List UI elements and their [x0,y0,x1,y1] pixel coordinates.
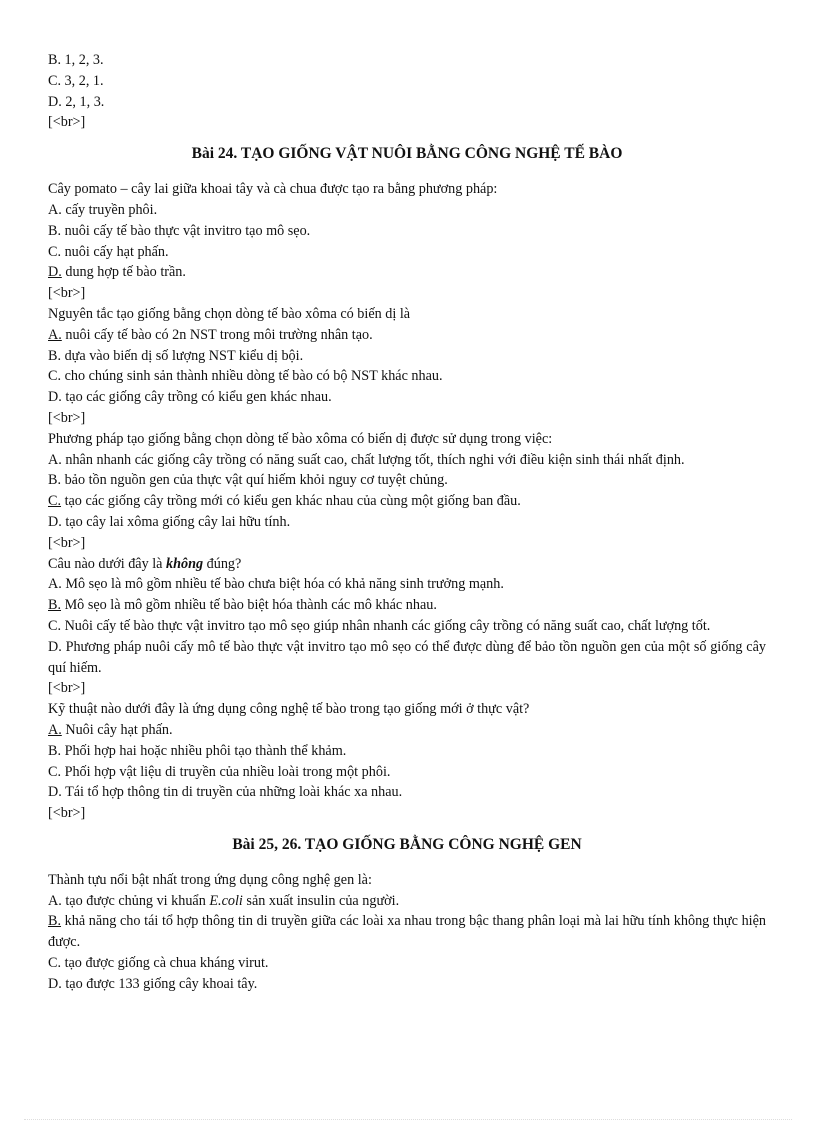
option-letter: D. [48,513,62,530]
option-text: tạo được 133 giống cây khoai tây. [61,975,258,992]
option-letter: C. [48,243,62,260]
option-letter: C. [48,617,62,634]
emphasis-not: không [166,555,204,572]
correct-answer-option [48,325,766,346]
option-text: nhân nhanh các giống cây trồng có năng suất cao, chất lượng tốt, thích nghi với điều kiện sinh thái nhất định. [61,451,685,468]
option-text: khả năng cho tái tổ hợp thông tin di truyền giữa các loài xa nhau trong bậc thang phân loại mà lai hữu tính không thực hiện được. [48,913,766,951]
question-text: Kỹ thuật nào dưới đây là ứng dụng công nghệ tế bào trong tạo giống mới ở thực vật? [48,701,530,718]
correct-answer-option [48,720,766,741]
option-text: Tái tổ hợp thông tin di truyền của những loài khác xa nhau. [61,784,403,801]
option-text: Mô sẹo là mô gồm nhiều tế bào biệt hóa thành các mô khác nhau. [61,597,437,614]
option-text: nuôi cấy hạt phấn. [61,243,169,260]
option-letter: A. [48,576,62,593]
option-letter: B. [48,222,62,239]
answer-option [48,346,766,367]
answer-option [48,200,766,221]
option-text: Phương pháp nuôi cấy mô tế bào thực vật invitro tạo mô sẹo có thể được dùng để bảo tồn nguồn gen của một số giống cây quí hiếm. [48,638,766,676]
correct-option-letter: A. [48,326,62,343]
br-marker: [<br>] [48,114,86,131]
correct-answer-option [48,262,766,283]
option-text: Mô sẹo là mô gồm nhiều tế bào chưa biệt hóa có khả năng sinh trưởng mạnh. [61,576,504,593]
option-text: tạo được giống cà chua kháng virut. [61,955,269,972]
question-text: Phương pháp tạo giống bằng chọn dòng tế bào xôma có biến dị được sử dụng trong việc: [48,430,553,447]
option-text-pre: tạo được chủng vi khuẩn [61,892,210,909]
option-text: tạo cây lai xôma giống cây lai hữu tính. [61,513,291,530]
section-title: Bài 24. TẠO GIỐNG VẬT NUÔI BẰNG CÔNG NGHỆ TẾ BÀO [191,145,623,163]
option-letter: A. [48,451,62,468]
document-page [48,50,766,995]
answer-option [48,741,766,762]
option-text: dung hợp tế bào trần. [61,264,186,281]
species-name: E.coli [209,892,243,909]
answer-option [48,782,766,803]
answer-option [48,366,766,387]
answer-option [48,953,766,974]
option-text: Nuôi cấy tế bào thực vật invitro tạo mô sẹo giúp nhân nhanh các giống cây trồng có năng suất cao, chất lượng tốt. [61,617,711,634]
option-letter: C. [48,955,62,972]
option-text: cho chúng sinh sản thành nhiều dòng tế bào có bộ NST khác nhau. [61,368,443,385]
correct-answer-option [48,491,766,512]
br-marker: [<br>] [48,680,86,697]
option-text: Phối hợp vật liệu di truyền của nhiều loài trong một phôi. [61,763,391,780]
page-bottom-divider [24,1119,792,1120]
correct-answer-option [48,595,766,616]
option-text: tạo các giống cây trồng có kiểu gen khác nhau. [61,389,332,406]
option-text: tạo các giống cây trồng mới có kiểu gen khác nhau của cùng một giống ban đầu. [61,493,521,510]
option-text: nuôi cấy tế bào có 2n NST trong môi trường nhân tạo. [61,326,373,343]
option-letter: C. [48,368,62,385]
answer-option [48,574,766,595]
option-letter: B. [48,347,62,364]
correct-answer-option [48,911,766,953]
option-c: C. 3, 2, 1. [48,72,104,89]
answer-option [48,974,766,995]
option-letter: B. [48,742,62,759]
correct-option-letter: B. [48,597,62,614]
option-text: nuôi cấy tế bào thực vật invitro tạo mô sẹo. [61,222,311,239]
option-text: dựa vào biến dị số lượng NST kiểu dị bội. [61,347,304,364]
option-text-post: sản xuất insulin của người. [242,892,400,909]
option-letter: B. [48,472,62,489]
answer-option [48,512,766,533]
answer-option [48,762,766,783]
option-text: bảo tồn nguồn gen của thực vật quí hiếm khỏi nguy cơ tuyệt chủng. [61,472,448,489]
correct-option-letter: D. [48,264,62,281]
answer-option [48,242,766,263]
answer-option [48,616,766,637]
br-marker: [<br>] [48,534,86,551]
option-letter: D. [48,784,62,801]
option-letter: A. [48,892,62,909]
br-marker: [<br>] [48,285,86,302]
section-title: Bài 25, 26. TẠO GIỐNG BẰNG CÔNG NGHỆ GEN [232,835,582,853]
br-marker: [<br>] [48,805,86,822]
option-d: D. 2, 1, 3. [48,93,105,110]
question-prefix: Câu nào dưới đây là [48,555,167,572]
option-letter: D. [48,638,62,655]
answer-option [48,387,766,408]
answer-option [48,221,766,242]
answer-option [48,450,766,471]
answer-option [48,637,766,679]
option-letter: A. [48,201,62,218]
option-letter: D. [48,389,62,406]
option-text: Nuôi cây hạt phấn. [61,721,173,738]
answer-option [48,891,766,912]
option-text: Phối hợp hai hoặc nhiều phôi tạo thành thể khảm. [61,742,347,759]
option-text: cấy truyền phôi. [61,201,158,218]
option-b: B. 1, 2, 3. [48,52,104,68]
question-text: Nguyên tắc tạo giống bằng chọn dòng tế bào xôma có biến dị là [48,305,411,322]
question-text [48,554,766,575]
question-text: Thành tựu nổi bật nhất trong ứng dụng công nghệ gen là: [48,871,372,888]
correct-option-letter: C. [48,493,62,510]
question-text: Cây pomato – cây lai giữa khoai tây và cà chua được tạo ra bằng phương pháp: [48,181,498,198]
question-suffix: đúng? [203,555,242,572]
option-letter: C. [48,763,62,780]
answer-option [48,470,766,491]
br-marker: [<br>] [48,409,86,426]
option-letter: D. [48,975,62,992]
correct-option-letter: A. [48,721,62,738]
correct-option-letter: B. [48,913,62,930]
